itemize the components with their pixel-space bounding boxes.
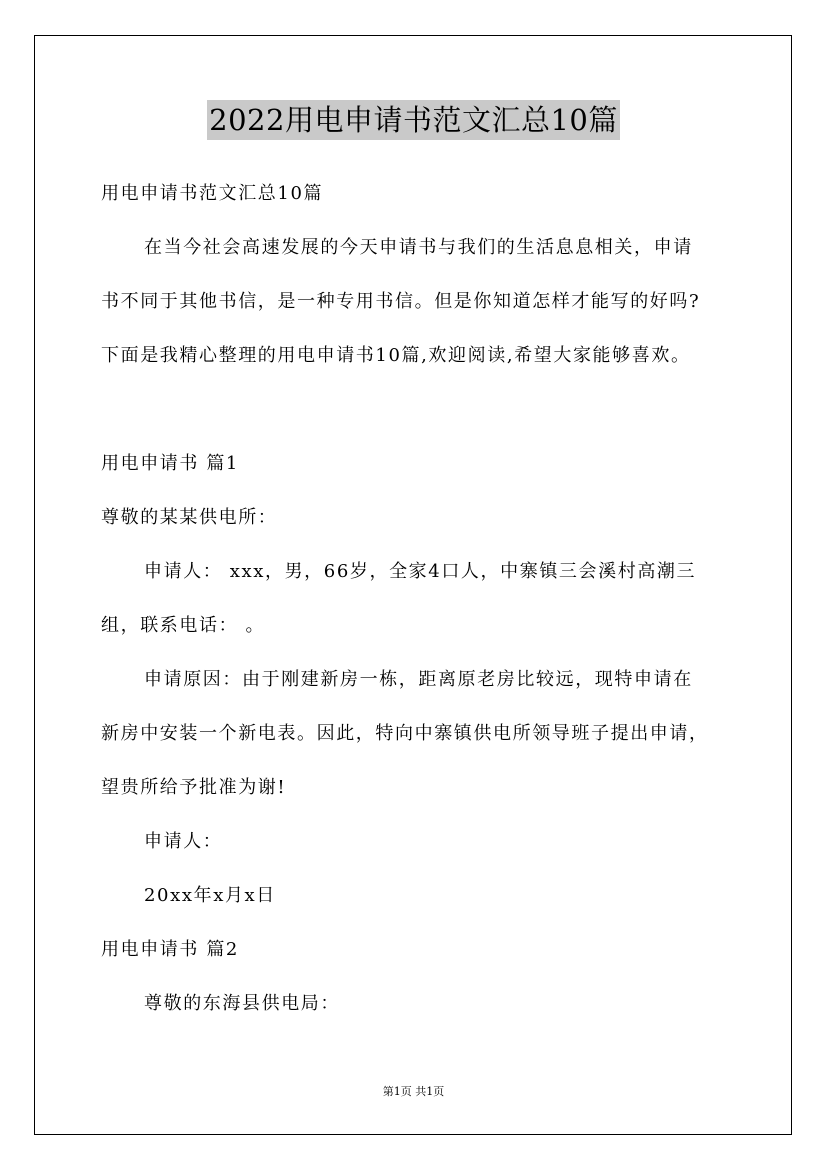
title-container: [0, 100, 827, 140]
intro-line-1: 在当今社会高速发展的今天申请书与我们的生活息息相关，申请: [144, 237, 693, 258]
intro-heading: 用电申请书范文汇总10篇: [101, 183, 324, 204]
section1-line-4: 新房中安装一个新电表。因此，特向中寨镇供电所领导班子提出申请，: [101, 723, 709, 744]
section1-line-1: 申请人： xxx，男，66岁，全家4口人，中寨镇三会溪村高潮三: [144, 561, 697, 582]
intro-line-2: 书不同于其他书信，是一种专用书信。但是你知道怎样才能写的好吗?: [101, 291, 701, 312]
section2-heading: 用电申请书 篇2: [101, 939, 239, 960]
page-footer: 第1页 共1页: [382, 1085, 445, 1098]
section1-line-5: 望贵所给予批准为谢!: [101, 777, 287, 798]
section1-signature: 申请人：: [144, 831, 223, 852]
section2-salutation: 尊敬的东海县供电局：: [144, 993, 340, 1014]
section1-date: 20xx年x月x日: [144, 885, 276, 906]
intro-line-3: 下面是我精心整理的用电申请书10篇,欢迎阅读,希望大家能够喜欢。: [101, 345, 691, 366]
section1-line-3: 申请原因：由于刚建新房一栋，距离原老房比较远，现特申请在: [144, 669, 693, 690]
section1-salutation: 尊敬的某某供电所：: [101, 507, 278, 528]
document-title: 2022用电申请书范文汇总10篇: [207, 100, 620, 140]
section1-line-2: 组，联系电话： 。: [101, 615, 266, 636]
section1-heading: 用电申请书 篇1: [101, 453, 239, 474]
